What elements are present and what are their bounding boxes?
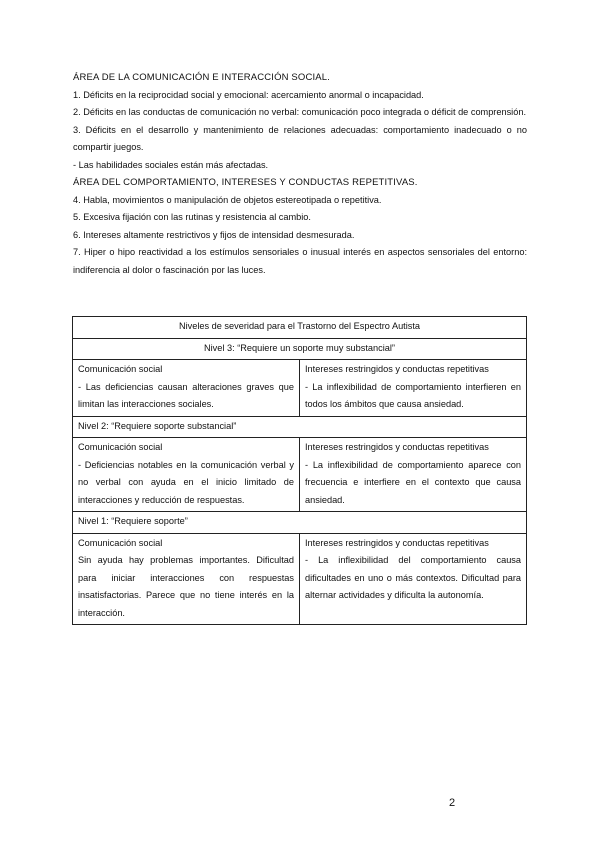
- cell-title: Comunicación social: [78, 442, 163, 452]
- level-header-row: [73, 416, 527, 438]
- cell-text: - Deficiencias notables en la comunicación verbal y no verbal con ayuda en el inicio limitado de interacciones y reducción de respuestas.: [78, 459, 294, 505]
- cell-title: Intereses restringidos y conductas repetitivas: [305, 537, 489, 548]
- criterion-item: 5. Excesiva fijación con las rutinas y resistencia al cambio.: [73, 212, 311, 222]
- level-2-social-communication: [73, 438, 300, 512]
- criterion-item: 4. Habla, movimientos o manipulación de objetos estereotipada o repetitiva.: [73, 194, 382, 205]
- criteria-section: [73, 69, 527, 279]
- level-header-row: [73, 512, 527, 534]
- criterion-note: - Las habilidades sociales están más afectadas.: [73, 159, 269, 170]
- level-3-restricted-interests: [300, 360, 527, 417]
- cell-text: - La inflexibilidad de comportamiento interfieren en todos los ámbitos que causa ansiedad.: [305, 381, 522, 409]
- cell-title: Intereses restringidos y conductas repetitivas: [305, 364, 489, 374]
- criterion-item: 7. Hiper o hipo reactividad a los estímulos sensoriales o inusual interés en aspectos sensoriales del entorno: indiferencia al dolor o fascinación por las luces.: [73, 247, 527, 275]
- criterion-item: 6. Intereses altamente restrictivos y fijos de intensidad desmesurada.: [73, 229, 355, 240]
- cell-text: - Las deficiencias causan alteraciones graves que limitan las interacciones sociales.: [78, 381, 294, 409]
- cell-title: Comunicación social: [78, 364, 163, 374]
- level-2-restricted-interests: [300, 438, 527, 512]
- level-row: [73, 360, 527, 417]
- level-row: [73, 438, 527, 512]
- level-3-header: Nivel 3: “Requiere un soporte muy substancial”: [73, 338, 527, 360]
- page-number: 2: [449, 797, 456, 809]
- cell-title: Comunicación social: [78, 537, 163, 548]
- level-3-social-communication: [73, 360, 300, 417]
- criterion-item: 3. Déficits en el desarrollo y mantenimiento de relaciones adecuadas: comportamiento inadecuado o no compartir juegos.: [73, 124, 527, 152]
- severity-levels-table: [72, 316, 527, 625]
- table-title-row: [73, 317, 527, 339]
- level-2-header: Nivel 2: “Requiere soporte substancial”: [73, 416, 527, 438]
- level-1-header: Nivel 1: “Requiere soporte”: [73, 512, 527, 534]
- cell-title: Intereses restringidos y conductas repetitivas: [305, 442, 489, 452]
- criterion-item: 2. Déficits en las conductas de comunicación no verbal: comunicación poco integrada o déficit de comprensión.: [73, 107, 526, 117]
- cell-text: - La inflexibilidad del comportamiento causa dificultades en uno o más contextos. Dificultad para alternar actividades y dificulta la autonomía.: [305, 555, 522, 600]
- level-1-restricted-interests: [300, 533, 527, 625]
- cell-text: Sin ayuda hay problemas importantes. Dificultad para iniciar interacciones con respuestas insatisfactorias. Parece que no tiene interés en la interacción.: [78, 555, 294, 618]
- criterion-item: 1. Déficits en la reciprocidad social y emocional: acercamiento anormal o incapacidad.: [73, 89, 424, 100]
- level-row: [73, 533, 527, 625]
- level-1-social-communication: [73, 533, 300, 625]
- table-title: Niveles de severidad para el Trastorno del Espectro Autista: [73, 317, 527, 339]
- level-header-row: [73, 338, 527, 360]
- section-title-communication: ÁREA DE LA COMUNICACIÓN E INTERACCIÓN SOCIAL.: [73, 72, 330, 83]
- cell-text: - La inflexibilidad de comportamiento aparece con frecuencia e interfiere en el contexto que causa ansiedad.: [305, 459, 522, 505]
- section-title-behavior: ÁREA DEL COMPORTAMIENTO, INTERESES Y CONDUCTAS REPETITIVAS.: [73, 177, 418, 188]
